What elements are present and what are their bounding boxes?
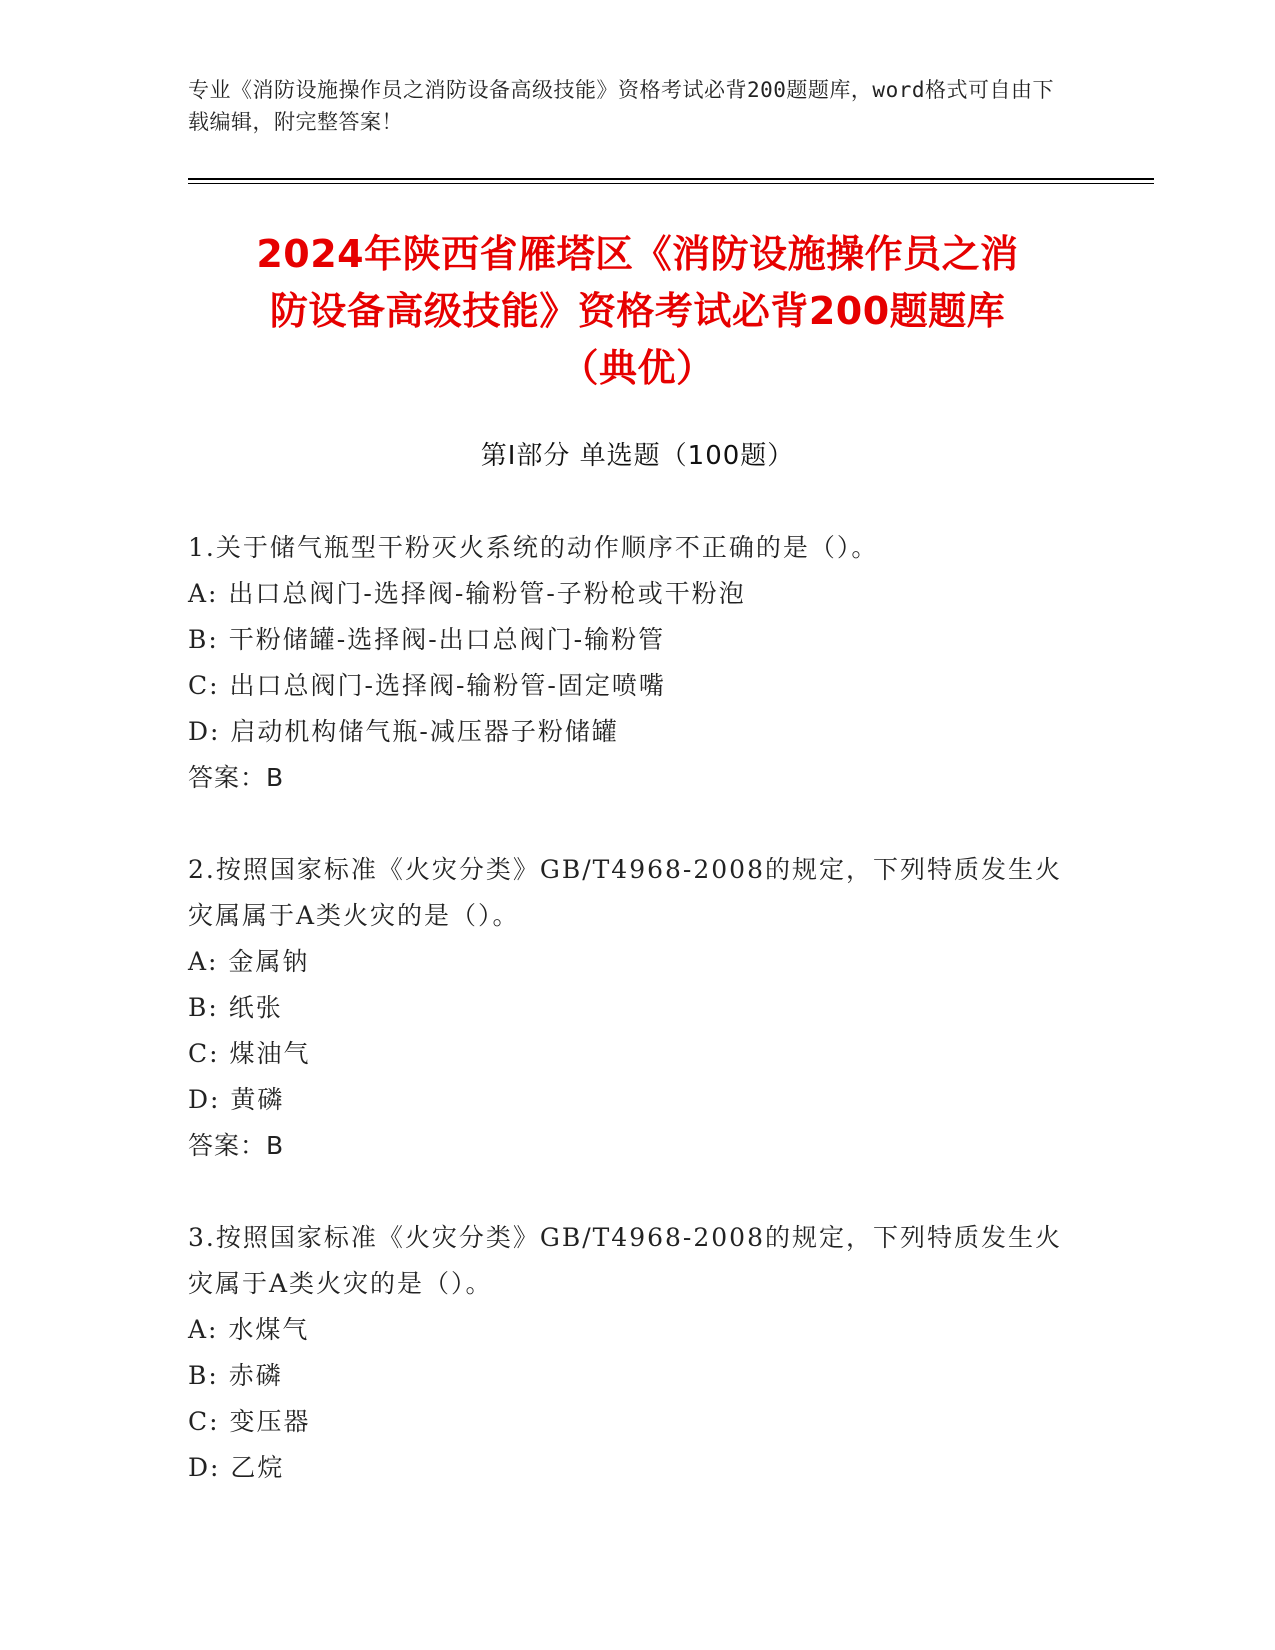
answer: 答案：B (188, 1131, 285, 1160)
option-a: A: 水煤气 (188, 1315, 310, 1344)
header-divider-thin (188, 183, 1154, 184)
title-line-3: （典优） (560, 346, 715, 390)
option-b: B: 干粉储罐-选择阀-出口总阀门-输粉管 (188, 625, 666, 654)
question-2 (188, 847, 1088, 1169)
option-d: D: 启动机构储气瓶-减压器子粉储罐 (188, 717, 619, 746)
header-divider-thick (188, 178, 1154, 180)
title-line-2: 防设备高级技能》资格考试必背200题题库 (269, 289, 1006, 333)
answer: 答案：B (188, 763, 285, 792)
question-list (188, 525, 1088, 1537)
option-d: D: 乙烷 (188, 1453, 285, 1482)
option-d: D: 黄磷 (188, 1085, 285, 1114)
option-a: A: 出口总阀门-选择阀-输粉管-子粉枪或干粉泡 (188, 579, 746, 608)
option-c: C: 变压器 (188, 1407, 311, 1436)
option-a: A: 金属钠 (188, 947, 310, 976)
question-1 (188, 525, 1088, 801)
option-c: C: 出口总阀门-选择阀-输粉管-固定喷嘴 (188, 671, 666, 700)
question-3 (188, 1215, 1088, 1491)
option-b: B: 纸张 (188, 993, 283, 1022)
question-stem: 1.关于储气瓶型干粉灭火系统的动作顺序不正确的是（）。 (188, 533, 879, 562)
header-note: 专业《消防设施操作员之消防设备高级技能》资格考试必背200题题库，word格式可自由下载编辑，附完整答案！ (188, 78, 1054, 134)
option-c: C: 煤油气 (188, 1039, 311, 1068)
question-stem: 2.按照国家标准《火灾分类》GB/T4968-2008的规定，下列特质发生火灾属属于A类火灾的是（）。 (188, 855, 1062, 930)
question-stem: 3.按照国家标准《火灾分类》GB/T4968-2008的规定，下列特质发生火灾属于A类火灾的是（）。 (188, 1223, 1062, 1298)
title-line-1: 2024年陕西省雁塔区《消防设施操作员之消 (256, 232, 1019, 276)
document-title (150, 226, 1125, 397)
option-b: B: 赤磷 (188, 1361, 283, 1390)
section-title: 第Ⅰ部分 单选题（100题） (480, 441, 795, 471)
